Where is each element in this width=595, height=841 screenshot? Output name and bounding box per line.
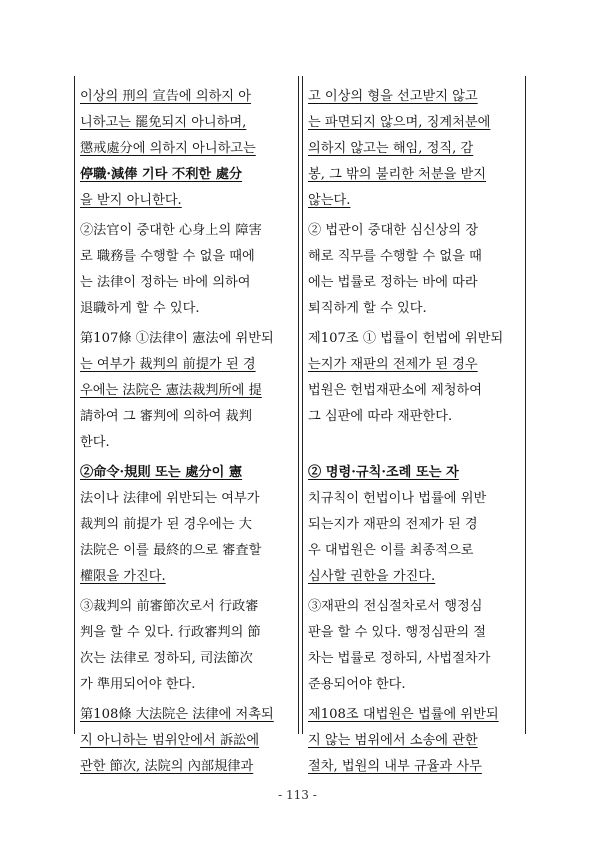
text-line: ③裁判의 前審節次로서 行政審: [80, 599, 259, 614]
text-line: 權限을 가진다.: [80, 569, 166, 584]
paragraph-left-5: [80, 594, 294, 698]
text-line: 判을 할 수 있다. 行政審判의 節: [80, 625, 261, 640]
text-line: 第108條 大法院은 法律에 저촉되: [80, 707, 274, 722]
text-line: 고 이상의 형을 선고받지 않고: [308, 89, 478, 104]
column-divider-right: [302, 76, 303, 734]
text-line: 請하여 그 審判에 의하여 裁判: [80, 409, 252, 424]
text-line: 않는다.: [308, 193, 351, 208]
text-line: 次는 法律로 정하되, 司法節次: [80, 651, 253, 666]
comparison-table: [74, 76, 526, 774]
text-line: ②命令·規則 또는 處分이 憲: [80, 465, 243, 480]
text-line: 준용되어야 한다.: [308, 677, 406, 692]
text-line: ②法官이 중대한 心身上의 障害: [80, 223, 262, 238]
text-line: 해로 직무를 수행할 수 없을 때: [308, 249, 482, 264]
text-line: 의하지 않고는 해임, 정직, 감: [308, 141, 474, 156]
revised-text-column: [308, 84, 520, 784]
text-line: 停職·減俸 기타 不利한 處分: [80, 167, 243, 182]
text-line: 퇴직하게 할 수 있다.: [308, 301, 427, 316]
column-divider-left: [298, 76, 299, 734]
text-line: 退職하게 할 수 있다.: [80, 301, 200, 316]
text-line: 이상의 刑의 宣告에 의하지 아: [80, 89, 251, 104]
text-line: 치규칙이 헌법이나 법률에 위반: [308, 491, 487, 506]
text-line: 봉, 그 밖의 불리한 처분을 받지: [308, 167, 487, 182]
text-line-spacer: [308, 430, 520, 456]
text-line: 가 準用되어야 한다.: [80, 677, 196, 692]
text-line: 한다.: [80, 435, 110, 450]
text-line: 지 아니하는 범위안에서 訴訟에: [80, 733, 260, 748]
text-line: 法이나 法律에 위반되는 여부가: [80, 491, 260, 506]
text-line: 을 받지 아니한다.: [80, 193, 182, 208]
text-line: ② 명령·규칙·조례 또는 자: [308, 465, 459, 480]
text-line: 제107조 ① 법률이 헌법에 위반되: [308, 331, 504, 346]
paragraph-right-2: [308, 218, 520, 322]
table-left-border: [74, 76, 75, 734]
text-line: 로 職務를 수행할 수 없을 때에: [80, 249, 255, 264]
text-line: 第107條 ①法律이 憲法에 위반되: [80, 331, 274, 346]
text-line: 차는 법률로 정하되, 사법절차가: [308, 651, 491, 666]
paragraph-right-4: [308, 460, 520, 590]
paragraph-right-3: [308, 326, 520, 456]
text-line: ② 법관이 중대한 심신상의 장: [308, 223, 479, 238]
paragraph-left-1: [80, 84, 294, 214]
text-line: 관한 節次, 法院의 內部規律과: [80, 759, 254, 774]
text-line: 는지가 재판의 전제가 된 경우: [308, 357, 478, 372]
text-line: 심사할 권한을 가진다.: [308, 569, 436, 584]
text-line: 는 여부가 裁判의 前提가 된 경: [80, 357, 256, 372]
page-number: - 113 -: [278, 788, 317, 802]
text-line: 에는 법률로 정하는 바에 따라: [308, 275, 478, 290]
text-line: 판을 할 수 있다. 행정심판의 절: [308, 625, 487, 640]
table-right-border: [525, 76, 526, 734]
text-line: 는 法律이 정하는 바에 의하여: [80, 275, 251, 290]
paragraph-right-6: [308, 702, 520, 780]
text-line: 는 파면되지 않으며, 징계처분에: [308, 115, 491, 130]
text-line: 裁判의 前提가 된 경우에는 大: [80, 517, 252, 532]
text-line: 지 않는 범위에서 소송에 관한: [308, 733, 478, 748]
paragraph-right-5: [308, 594, 520, 698]
paragraph-left-2: [80, 218, 294, 322]
paragraph-right-1: [308, 84, 520, 214]
text-line: 니하고는 罷免되지 아니하며,: [80, 115, 247, 130]
text-line: 懲戒處分에 의하지 아니하고는: [80, 141, 256, 156]
text-line: 法院은 이를 最終的으로 審査할: [80, 543, 262, 558]
paragraph-left-6: [80, 702, 294, 780]
text-line: 되는지가 재판의 전제가 된 경: [308, 517, 478, 532]
text-line: 절차, 법원의 내부 규율과 사무: [308, 759, 482, 774]
text-line: 그 심판에 따라 재판한다.: [308, 409, 453, 424]
original-text-column: [80, 84, 294, 784]
text-line: ③재판의 전심절차로서 행정심: [308, 599, 483, 614]
text-line: 우 대법원은 이를 최종적으로: [308, 543, 474, 558]
paragraph-left-4: [80, 460, 294, 590]
paragraph-left-3: [80, 326, 294, 456]
text-line: 법원은 헌법재판소에 제청하여: [308, 383, 482, 398]
text-line: 우에는 法院은 憲法裁判所에 提: [80, 383, 262, 398]
text-line: 제108조 대법원은 법률에 위반되: [308, 707, 499, 722]
